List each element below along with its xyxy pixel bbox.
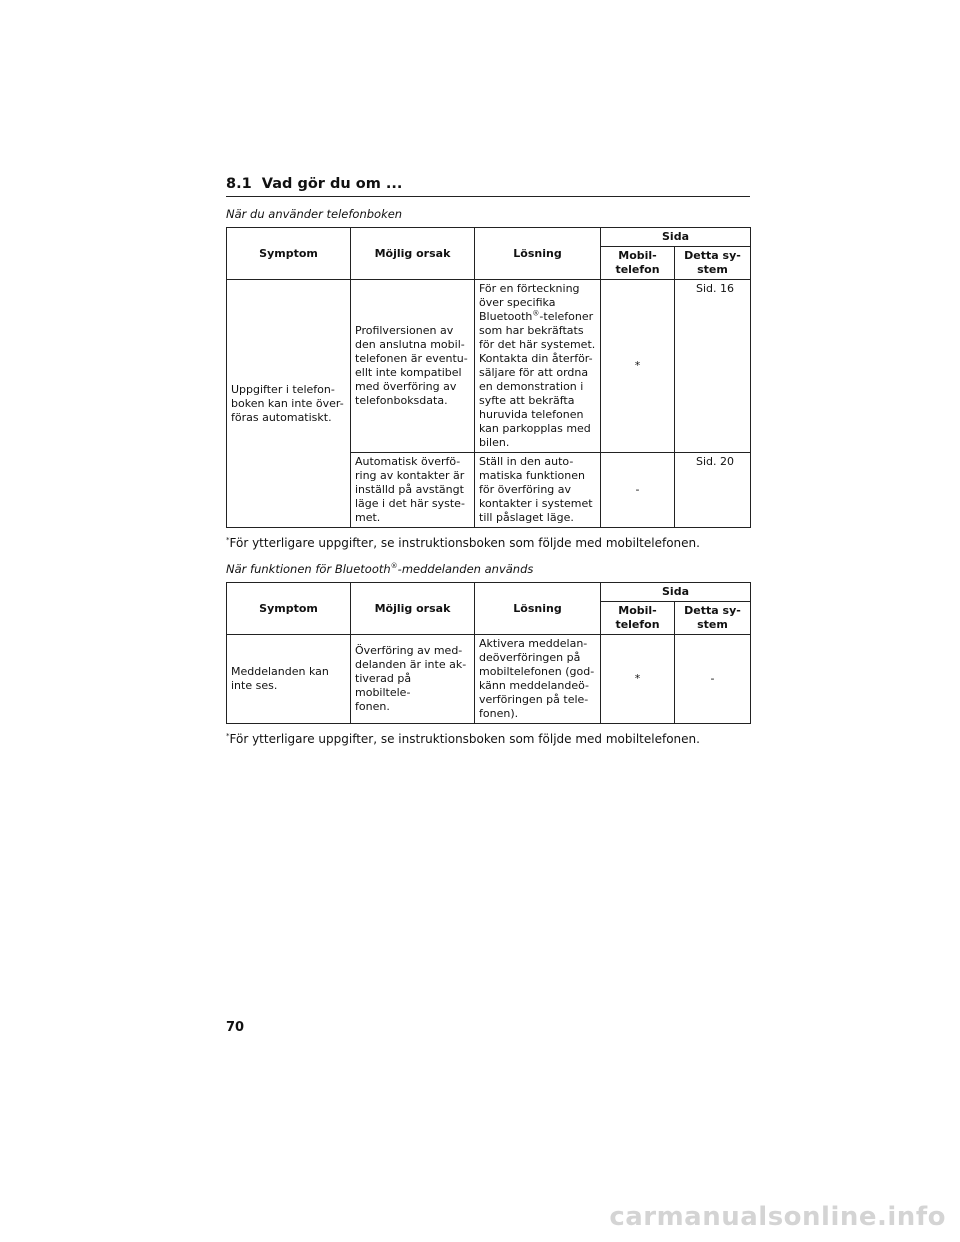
watermark: carmanualsonline.info bbox=[609, 1202, 946, 1232]
header-mobile: Mobil- telefon bbox=[601, 247, 675, 280]
page-content bbox=[226, 176, 750, 758]
header-symptom: Symptom bbox=[227, 228, 351, 280]
footnote-2: *För ytterligare uppgifter, se instruktionsboken som följde med mobiltelefonen. bbox=[226, 732, 700, 746]
solution-cell: Aktivera meddelan- deöverföringen på mobiltelefonen (god- känn meddelandeö- verföringen på tele- fonen). bbox=[475, 635, 601, 724]
phonebook-table bbox=[226, 227, 751, 528]
header-cause: Möjlig orsak bbox=[351, 228, 475, 280]
mobile-cell: * bbox=[601, 635, 675, 724]
header-solution: Lösning bbox=[475, 583, 601, 635]
header-symptom: Symptom bbox=[227, 583, 351, 635]
cause-cell: Automatisk överfö- ring av kontakter är inställd på avstängt läge i det här syste- met. bbox=[351, 453, 475, 528]
header-system: Detta sy- stem bbox=[675, 602, 751, 635]
footnote-1: *För ytterligare uppgifter, se instruktionsboken som följde med mobiltelefonen. bbox=[226, 536, 700, 550]
symptom-cell: Meddelanden kan inte ses. bbox=[227, 635, 351, 724]
cause-cell: Överföring av med- delanden är inte ak- tiverad på mobiltele- fonen. bbox=[351, 635, 475, 724]
header-mobile: Mobil- telefon bbox=[601, 602, 675, 635]
table-row bbox=[227, 635, 751, 724]
solution-cell: För en förteckning över specifika Bluetooth®-telefoner som har bekräftats för det här systemet. Kontakta din återför- säljare för att ordna en demonstration i syfte att bekräfta huruvida telefonen kan parkopplas med bilen. bbox=[475, 280, 601, 453]
mobile-cell: * bbox=[601, 280, 675, 453]
system-cell: - bbox=[675, 635, 751, 724]
table1-caption: När du använder telefonboken bbox=[226, 207, 403, 221]
section-heading bbox=[226, 176, 750, 197]
section-title: Vad gör du om ... bbox=[261, 176, 403, 192]
mobile-cell: - bbox=[601, 453, 675, 528]
system-cell: Sid. 16 bbox=[675, 280, 751, 453]
table-row bbox=[227, 280, 751, 453]
table2-caption: När funktionen för Bluetooth®-meddelanden används bbox=[226, 562, 534, 576]
messages-table bbox=[226, 582, 751, 724]
section-number: 8.1 bbox=[226, 176, 252, 192]
header-cause: Möjlig orsak bbox=[351, 583, 475, 635]
page-number: 70 bbox=[226, 1020, 245, 1035]
solution-cell: Ställ in den auto- matiska funktionen för överföring av kontakter i systemet till påslaget läge. bbox=[475, 453, 601, 528]
symptom-cell: Uppgifter i telefon- boken kan inte över- föras automatiskt. bbox=[227, 280, 351, 528]
header-system: Detta sy- stem bbox=[675, 247, 751, 280]
header-solution: Lösning bbox=[475, 228, 601, 280]
header-page: Sida bbox=[601, 583, 751, 602]
header-page: Sida bbox=[601, 228, 751, 247]
system-cell: Sid. 20 bbox=[675, 453, 751, 528]
cause-cell: Profilversionen av den anslutna mobil- telefonen är eventu- ellt inte kompatibel med överföring av telefonboksdata. bbox=[351, 280, 475, 453]
